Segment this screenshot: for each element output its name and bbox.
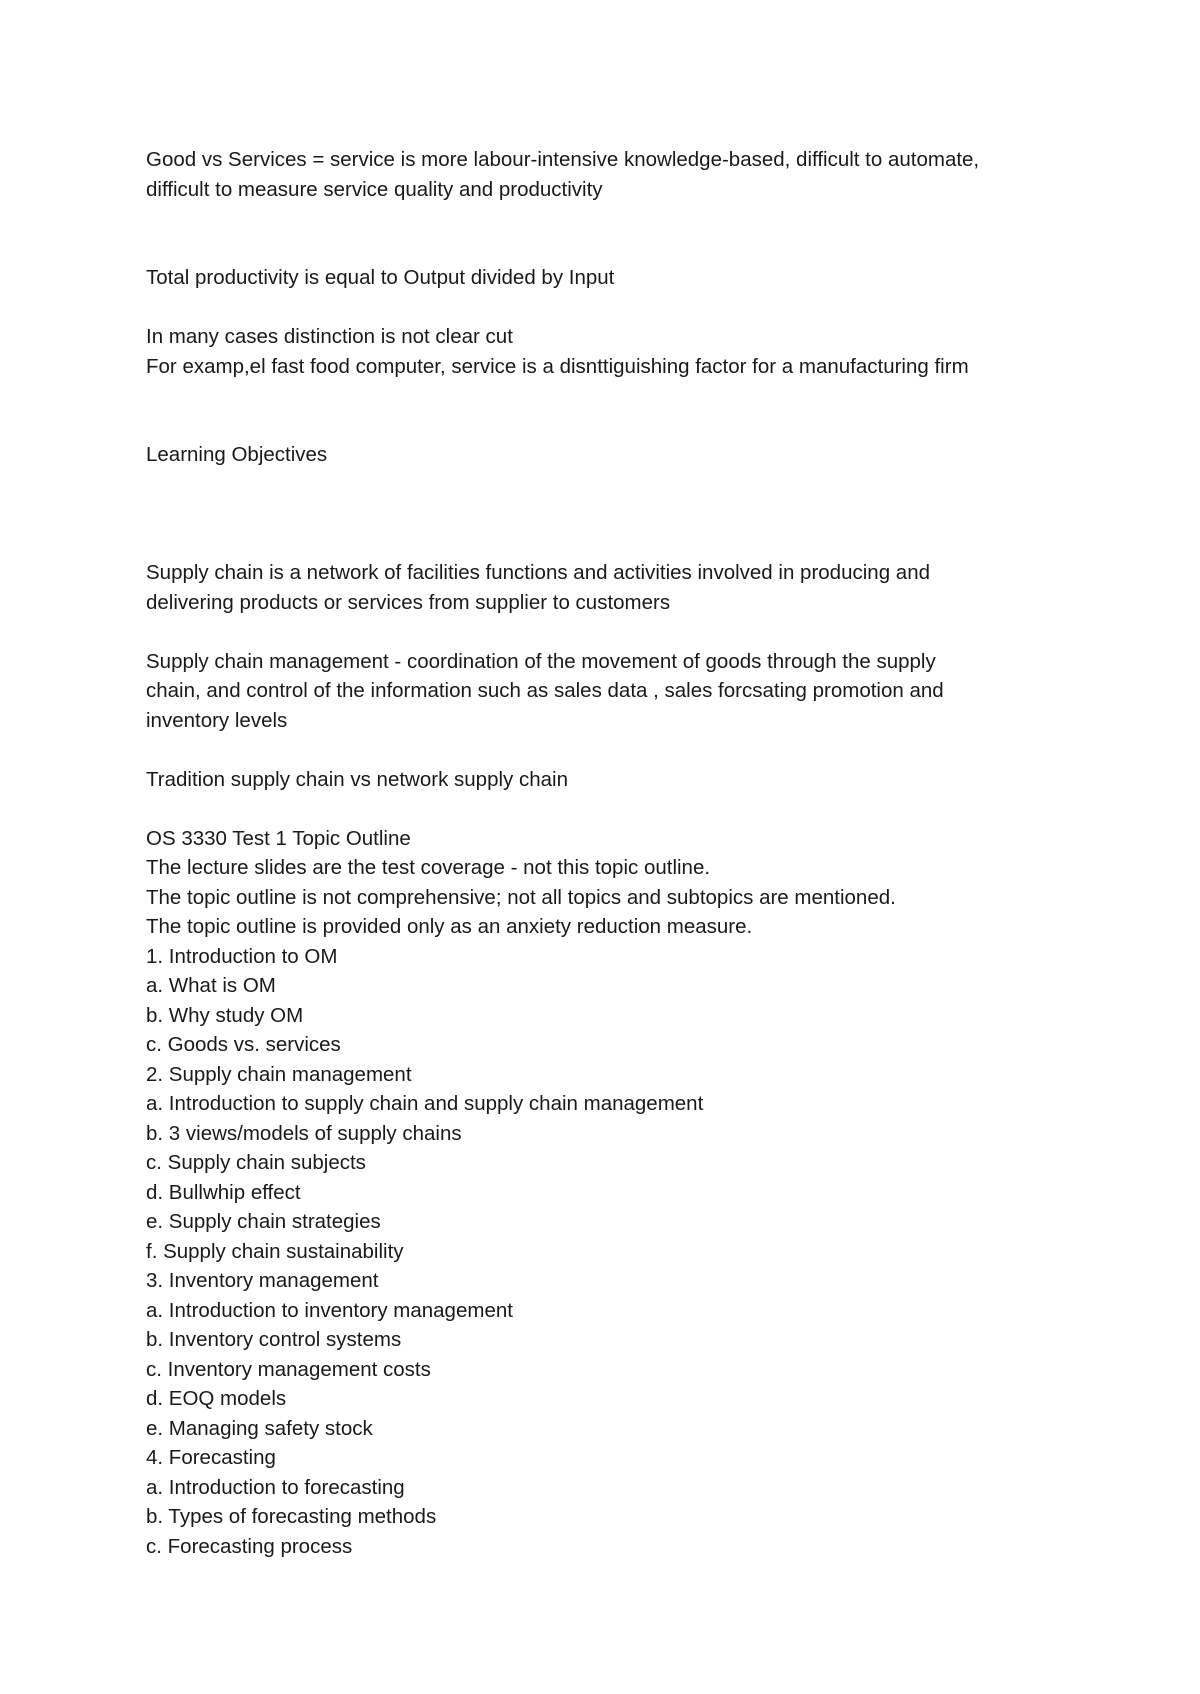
text-line: For examp,el fast food computer, service is a disnttiguishing factor for a manufacturing firm bbox=[146, 354, 969, 378]
outline-item: 4. Forecasting bbox=[146, 1446, 276, 1469]
text-line: Supply chain is a network of facilities functions and activities involved in producing and bbox=[146, 561, 930, 584]
supply-chain-management-paragraph bbox=[146, 647, 1076, 736]
outline-item: f. Supply chain sustainability bbox=[146, 1239, 404, 1263]
outline-item: a. What is OM bbox=[146, 974, 276, 997]
outline-item: a. Introduction to forecasting bbox=[146, 1475, 405, 1499]
outline-note: The lecture slides are the test coverage - not this topic outline. bbox=[146, 856, 711, 879]
text-line: Good vs Services = service is more labour-intensive knowledge-based, difficult to automate, bbox=[146, 148, 980, 171]
text-line: chain, and control of the information such as sales data , sales forcsating promotion and bbox=[146, 679, 944, 702]
outline-item: b. Why study OM bbox=[146, 1003, 304, 1027]
outline-item: 3. Inventory management bbox=[146, 1269, 379, 1292]
outline-item: c. Supply chain subjects bbox=[146, 1151, 366, 1174]
outline-item: c. Inventory management costs bbox=[146, 1357, 431, 1381]
text-line: Supply chain management - coordination of the movement of goods through the supply bbox=[146, 649, 936, 673]
total-productivity-line: Total productivity is equal to Output divided by Input bbox=[146, 266, 615, 289]
text-line: In many cases distinction is not clear cut bbox=[146, 325, 513, 348]
outline-item: a. Introduction to inventory management bbox=[146, 1298, 513, 1322]
outline-item: d. Bullwhip effect bbox=[146, 1180, 301, 1204]
outline-item: e. Supply chain strategies bbox=[146, 1210, 381, 1233]
outline-item: b. Types of forecasting methods bbox=[146, 1505, 437, 1528]
outline-item: a. Introduction to supply chain and supply chain management bbox=[146, 1092, 704, 1115]
supply-chain-definition-paragraph bbox=[146, 558, 1076, 617]
outline-title: OS 3330 Test 1 Topic Outline bbox=[146, 826, 411, 850]
outline-note: The topic outline is provided only as an anxiety reduction measure. bbox=[146, 915, 753, 938]
document-body bbox=[146, 145, 1076, 1561]
text-line: inventory levels bbox=[146, 708, 288, 732]
outline-item: c. Goods vs. services bbox=[146, 1033, 341, 1056]
text-line: difficult to measure service quality and productivity bbox=[146, 177, 603, 201]
outline-item: b. 3 views/models of supply chains bbox=[146, 1121, 462, 1145]
outline-item: d. EOQ models bbox=[146, 1387, 287, 1410]
outline-item: b. Inventory control systems bbox=[146, 1328, 402, 1351]
outline-item: 1. Introduction to OM bbox=[146, 944, 338, 968]
outline-item: e. Managing safety stock bbox=[146, 1416, 373, 1440]
text-line: delivering products or services from supplier to customers bbox=[146, 590, 671, 614]
distinction-paragraph bbox=[146, 322, 1076, 381]
outline-item: c. Forecasting process bbox=[146, 1534, 353, 1558]
topic-outline bbox=[146, 824, 1076, 1562]
outline-note: The topic outline is not comprehensive; not all topics and subtopics are mentioned. bbox=[146, 885, 896, 909]
tradition-vs-network-line: Tradition supply chain vs network supply chain bbox=[146, 767, 568, 791]
outline-item: 2. Supply chain management bbox=[146, 1062, 412, 1086]
goods-vs-services-paragraph bbox=[146, 145, 1076, 204]
learning-objectives-heading: Learning Objectives bbox=[146, 443, 328, 466]
